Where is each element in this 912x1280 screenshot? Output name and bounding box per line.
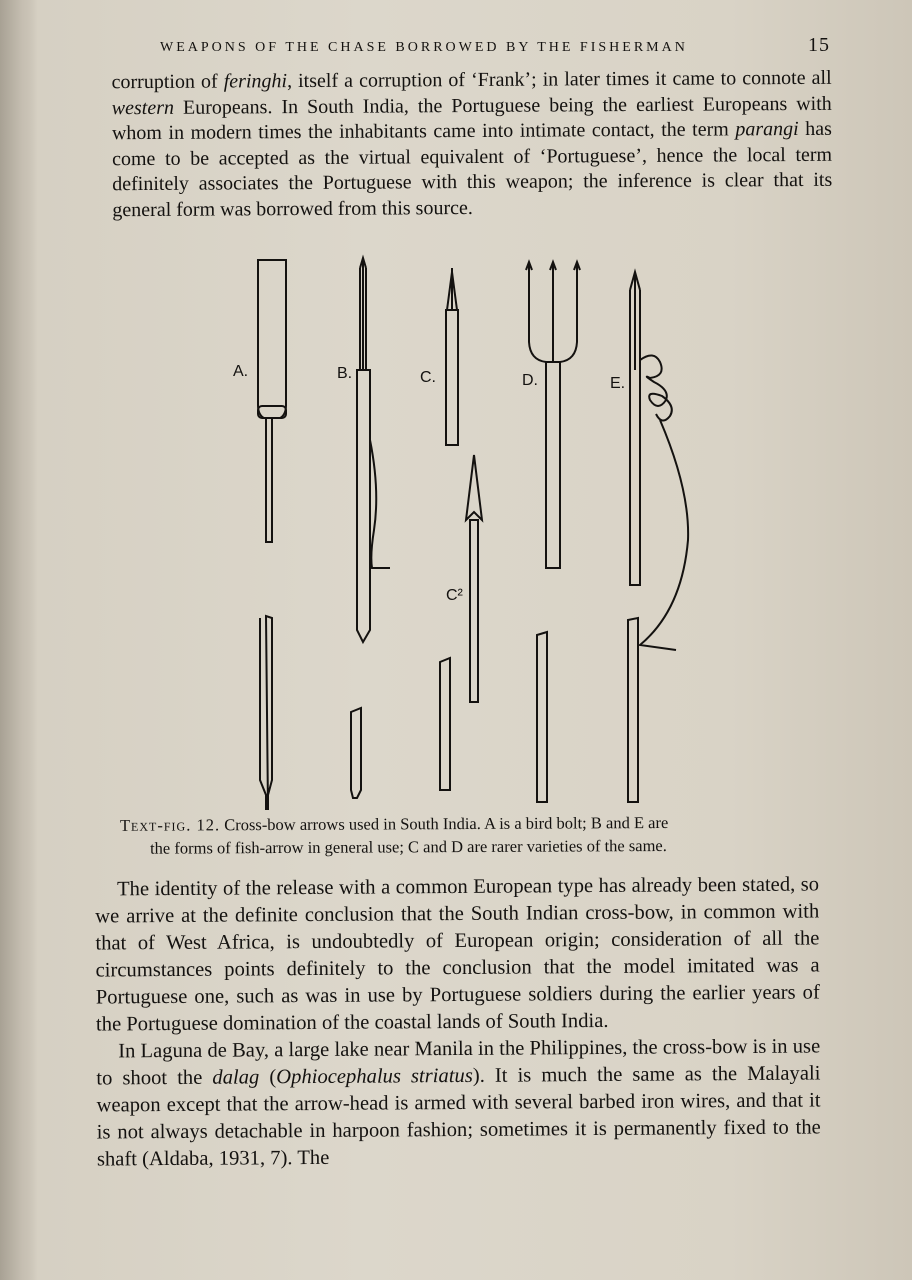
arrow-a-butt <box>260 616 272 810</box>
running-title: WEAPONS OF THE CHASE BORROWED BY THE FISHERMAN <box>160 40 688 55</box>
body-paragraph-2 <box>96 1033 821 1173</box>
caption-lead: Text-fig. 12. <box>119 815 221 835</box>
arrow-c2-shaft <box>470 520 478 702</box>
text-run: corruption of <box>111 70 224 94</box>
arrow-b-shaft <box>357 370 370 642</box>
text-run: In Laguna de Bay, a large lake near Manila in the Philippines, the cross-bow is in use to shoot the <box>96 1035 821 1090</box>
arrow-a <box>258 260 286 810</box>
arrow-a-head <box>258 260 286 418</box>
arrow-c <box>440 268 458 790</box>
italic-term: Ophiocephalus striatus <box>276 1064 473 1089</box>
arrow-c2 <box>466 455 482 702</box>
arrow-c-butt <box>440 658 450 790</box>
text-run: ( <box>259 1066 277 1089</box>
arrow-e-head <box>630 272 640 370</box>
italic-term: feringhi <box>223 70 288 93</box>
arrow-d-shaft <box>546 362 560 568</box>
label-a: A. <box>233 363 249 380</box>
arrow-c2-head <box>466 455 482 520</box>
label-e: E. <box>610 375 626 392</box>
italic-term: western <box>111 96 175 119</box>
caption-line-2: the forms of fish-arrow in general use; C and D are rarer varieties of the same. <box>150 835 667 858</box>
label-c: C. <box>420 369 436 386</box>
arrow-c-shaft <box>446 310 458 445</box>
text-run: ). It is much the same as the Malayali weapon except that the arrow-head is armed with several barbed iron wires, and that it is not always detachable in harpoon fashion; sometimes it is permanently fixed to the shaft (Aldaba, 1931, 7). The <box>96 1062 821 1171</box>
running-head <box>160 34 830 57</box>
italic-term: parangi <box>735 118 799 141</box>
top-paragraph-text <box>112 66 833 224</box>
text-run: has come to be accepted as the virtual equivalent of ‘Portuguese’, hence the local term definitely associates the Portuguese with this weapon; the inference is clear that its general form was borrowed from this source. <box>112 117 833 222</box>
caption-line-1: Cross-bow arrows used in South India. A is a bird bolt; B and E are <box>220 812 669 835</box>
arrow-b <box>351 258 390 798</box>
body-paragraph-1: The identity of the release with a common European type has already been stated, so we arrive at the definite conclusion that the South Indian cross-bow, in common with that of West Africa, is undoubtedly of European origin; consideration of all the circumstances points definitely to the conclusion that the model imitated was a Portuguese one, such as was in use by Portuguese soldiers during the earlier years of the Portuguese domination of the coastal lands of South India. <box>95 873 820 1036</box>
text-run: , itself a corruption of ‘Frank’; in later times it came to connote all <box>286 66 832 93</box>
arrow-d <box>526 262 580 802</box>
arrow-d-butt <box>537 632 547 802</box>
arrow-b-head <box>360 258 366 370</box>
arrow-d-prongs <box>526 262 580 362</box>
label-c2: C² <box>446 587 463 604</box>
arrow-e-butt <box>628 618 638 802</box>
page-fold-shadow <box>0 0 38 1280</box>
arrow-c-head <box>447 268 457 310</box>
body-text <box>95 871 821 1173</box>
label-b: B. <box>337 365 353 382</box>
arrow-e-line <box>640 355 688 650</box>
arrow-a-shaft <box>266 418 272 542</box>
label-d: D. <box>522 372 538 389</box>
figure-caption <box>120 810 820 860</box>
text-run: Europeans. In South India, the Portuguese being the earliest Europeans with whom in modern times the inhabitants came into intimate contact, the term <box>111 92 832 145</box>
arrow-e <box>628 272 688 802</box>
arrow-figure <box>200 250 720 810</box>
arrow-b-line <box>370 440 390 568</box>
arrow-b-butt <box>351 708 361 798</box>
page-number: 15 <box>808 34 830 56</box>
arrow-illustration <box>200 250 720 810</box>
italic-term: dalag <box>212 1066 260 1089</box>
top-paragraph <box>112 66 833 224</box>
